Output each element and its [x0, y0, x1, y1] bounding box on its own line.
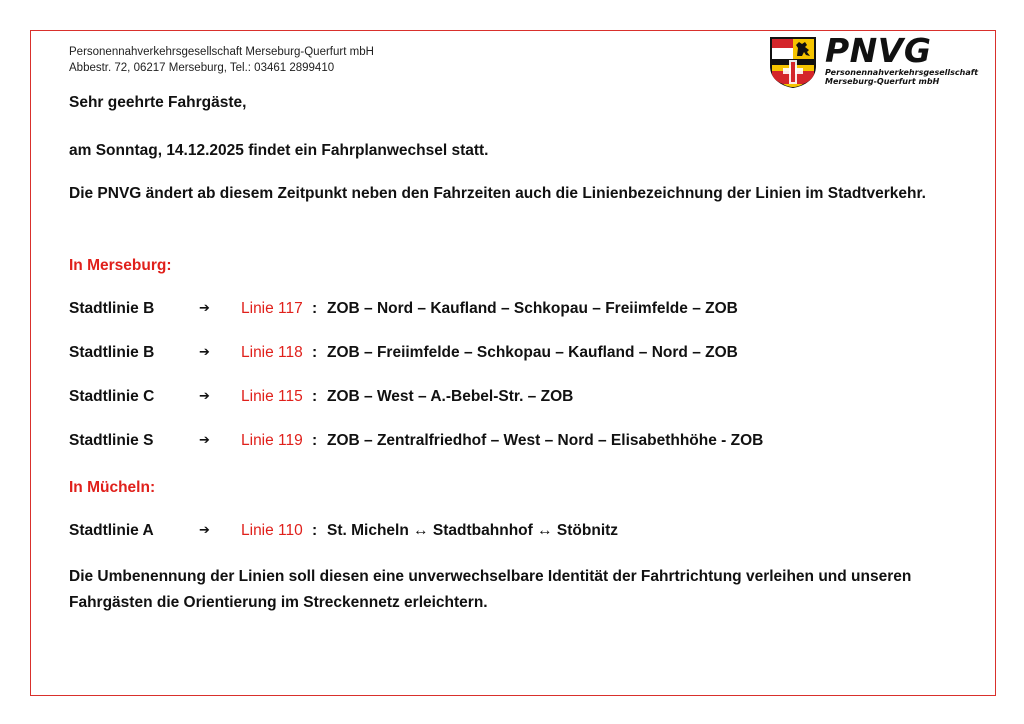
route-path: ZOB – Freiimfelde – Schkopau – Kaufland – Nord – ZOB — [327, 344, 738, 361]
intro-sentence: am Sonntag, 14.12.2025 findet ein Fahrplanwechsel statt. — [69, 142, 489, 159]
old-line-label: Stadtlinie B — [69, 344, 155, 361]
route-colon: : — [312, 522, 318, 539]
arrow-icon: ➔ — [199, 345, 210, 360]
old-line-label: Stadtlinie C — [69, 388, 155, 405]
new-line-number: Linie 110 — [241, 522, 303, 539]
section-heading-muecheln: In Mücheln: — [69, 479, 156, 496]
arrow-icon: ➔ — [199, 433, 210, 448]
new-line-number: Linie 119 — [241, 432, 303, 449]
old-line-label: Stadtlinie B — [69, 300, 155, 317]
route-path: St. Micheln ↔ Stadtbahnhof ↔ Stöbnitz — [327, 522, 619, 539]
arrow-icon: ➔ — [199, 523, 210, 538]
route-path: ZOB – Nord – Kaufland – Schkopau – Freiimfelde – ZOB — [327, 300, 738, 317]
pnvg-logo — [769, 31, 989, 92]
greeting: Sehr geehrte Fahrgäste, — [69, 94, 247, 111]
route-colon: : — [312, 432, 318, 449]
logo-text — [825, 31, 979, 86]
new-line-number: Linie 117 — [241, 300, 303, 317]
sender-block — [69, 44, 374, 76]
route-colon: : — [312, 388, 318, 405]
route-path: ZOB – Zentralfriedhof – West – Nord – Elisabethhöhe - ZOB — [327, 432, 764, 449]
sender-address: Abbestr. 72, 06217 Merseburg, Tel.: 03461 2899410 — [69, 62, 335, 74]
logo-company-line-2: Merseburg-Querfurt mbH — [825, 77, 940, 86]
arrow-icon: ➔ — [199, 389, 210, 404]
route-colon: : — [312, 344, 318, 361]
section-heading-merseburg: In Merseburg: — [69, 257, 172, 274]
new-line-number: Linie 115 — [241, 388, 303, 405]
new-line-number: Linie 118 — [241, 344, 303, 361]
coat-of-arms-icon — [769, 36, 817, 88]
logo-abbreviation: PNVG — [825, 31, 932, 70]
old-line-label: Stadtlinie A — [69, 522, 154, 539]
change-paragraph: Die PNVG ändert ab diesem Zeitpunkt neben den Fahrzeiten auch die Linienbezeichnung der Linien im Stadtverkehr. — [69, 185, 926, 202]
route-path: ZOB – West – A.-Bebel-Str. – ZOB — [327, 388, 574, 405]
sender-company: Personennahverkehrsgesellschaft Merseburg-Querfurt mbH — [69, 46, 374, 58]
route-colon: : — [312, 300, 318, 317]
old-line-label: Stadtlinie S — [69, 432, 154, 449]
arrow-icon: ➔ — [199, 301, 210, 316]
closing-paragraph: Die Umbenennung der Linien soll diesen eine unverwechselbare Identität der Fahrtrichtung verleihen und unseren Fahrgästen die Orientierung im Streckennetz erleichtern. — [69, 568, 912, 611]
logo-company-line-1: Personennahverkehrsgesellschaft — [825, 68, 979, 77]
